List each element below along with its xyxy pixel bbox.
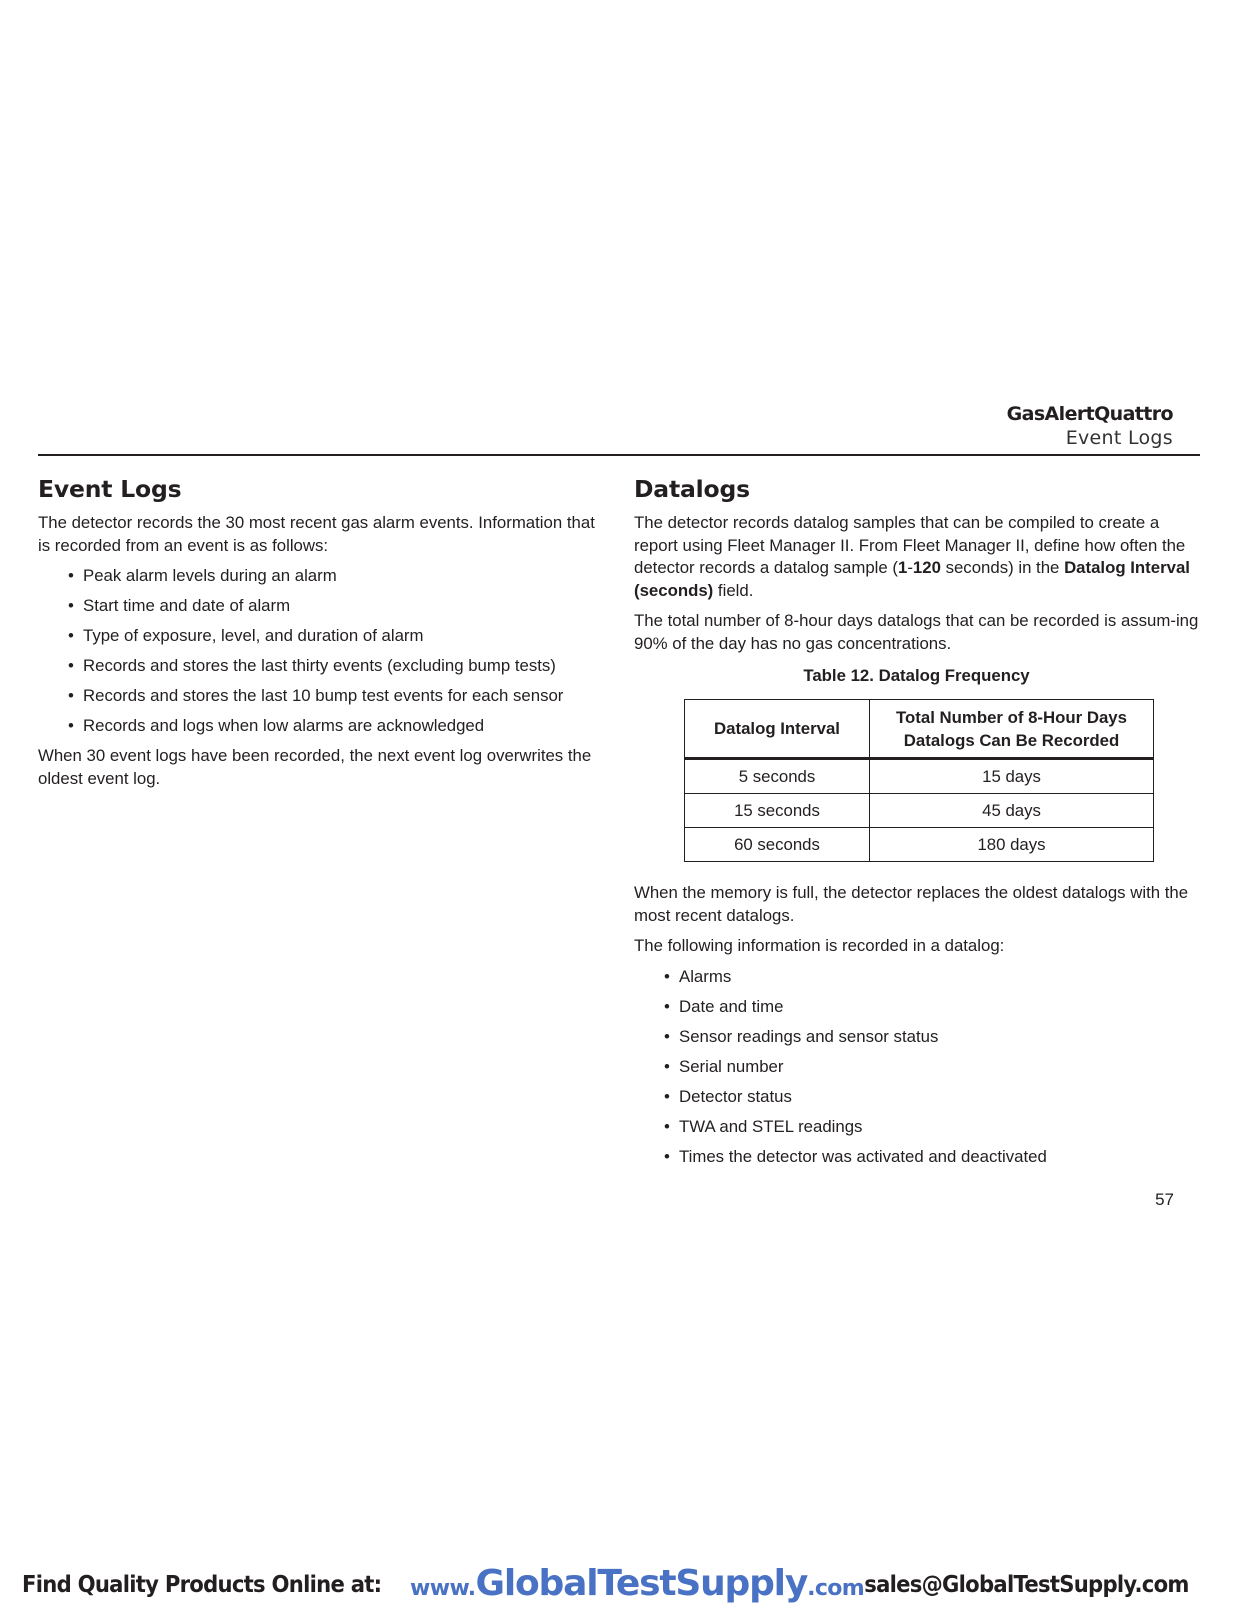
header-product-name: GasAlertQuattro <box>1006 403 1173 425</box>
bold-run: 120 <box>912 558 941 577</box>
table-caption: Table 12. Datalog Frequency <box>803 666 1030 685</box>
datalogs-paragraph-1 <box>634 512 1199 602</box>
datalogs-paragraph-3: When the memory is full, the detector replaces the oldest datalogs with the most recent datalogs. <box>634 883 1189 925</box>
datalogs-column <box>634 474 1199 1176</box>
table-cell: 60 seconds <box>685 828 870 862</box>
field-name: Datalog Interval (seconds) <box>634 558 1190 600</box>
list-item: • Records and stores the last 10 bump test events for each sensor <box>68 685 603 708</box>
list-item: • TWA and STEL readings <box>664 1116 1199 1139</box>
list-item: • Records and stores the last thirty events (excluding bump tests) <box>68 655 603 678</box>
website-suffix: .com <box>807 1576 865 1601</box>
website-prefix: www. <box>410 1576 476 1601</box>
text-run: field. <box>713 580 754 600</box>
table-cell: 15 seconds <box>685 794 870 828</box>
table-cell: 45 days <box>870 794 1154 828</box>
website-name: GlobalTestSupply <box>475 1563 808 1604</box>
datalog-frequency-table <box>684 699 1154 862</box>
list-item: • Serial number <box>664 1056 1199 1079</box>
datalogs-paragraph-2: The total number of 8-hour days datalogs that can be recorded is assum-ing 90% of the day has no gas concentrations. <box>634 611 1199 653</box>
event-logs-heading: Event Logs <box>38 475 182 503</box>
footer-tagline: Find Quality Products Online at: <box>22 1572 382 1598</box>
page-number: 57 <box>1155 1190 1174 1209</box>
table-cell: 5 seconds <box>685 759 870 794</box>
bold-run: 1 <box>897 558 908 577</box>
list-item: • Detector status <box>664 1086 1199 1109</box>
datalogs-paragraph-4: The following information is recorded in a datalog: <box>634 936 1005 955</box>
table-cell: 15 days <box>870 759 1154 794</box>
datalogs-heading: Datalogs <box>634 475 750 503</box>
list-item: • Records and logs when low alarms are acknowledged <box>68 715 603 738</box>
list-item: • Start time and date of alarm <box>68 595 603 618</box>
event-logs-intro: The detector records the 30 most recent gas alarm events. Information that is recorded from an event is as follows: <box>38 513 595 555</box>
footer-email-link[interactable]: sales@GlobalTestSupply.com <box>864 1572 1189 1598</box>
list-item: • Type of exposure, level, and duration of alarm <box>68 625 603 648</box>
event-logs-column <box>38 474 603 798</box>
event-logs-outro: When 30 event logs have been recorded, the next event log overwrites the oldest event log. <box>38 746 592 788</box>
table-row <box>685 759 1154 794</box>
table-row <box>685 794 1154 828</box>
list-item: • Date and time <box>664 996 1199 1019</box>
table-row <box>685 828 1154 862</box>
text-run: - <box>907 558 913 577</box>
header-rule <box>38 454 1200 456</box>
footer-banner <box>0 1563 1237 1604</box>
running-header <box>1007 402 1173 450</box>
table-header-row <box>685 700 1154 759</box>
table-cell: 180 days <box>870 828 1154 862</box>
event-logs-list <box>38 565 603 738</box>
column-header: Total Number of 8-Hour Days Datalogs Can Be Recorded <box>870 700 1154 759</box>
text-run: seconds) in the <box>940 558 1065 577</box>
list-item: • Times the detector was activated and deactivated <box>664 1146 1199 1169</box>
datalogs-list <box>634 966 1199 1169</box>
text-run: The detector records datalog samples that can be compiled to create a report using Fleet Manager II. From Fleet Manager II, define how often the detector records a datalog sample ( <box>634 513 1186 577</box>
list-item: • Alarms <box>664 966 1199 989</box>
column-header: Datalog Interval <box>685 700 870 759</box>
footer-website-link[interactable] <box>410 1563 864 1604</box>
list-item: • Peak alarm levels during an alarm <box>68 565 603 588</box>
header-section-name: Event Logs <box>1065 427 1173 449</box>
list-item: • Sensor readings and sensor status <box>664 1026 1199 1049</box>
